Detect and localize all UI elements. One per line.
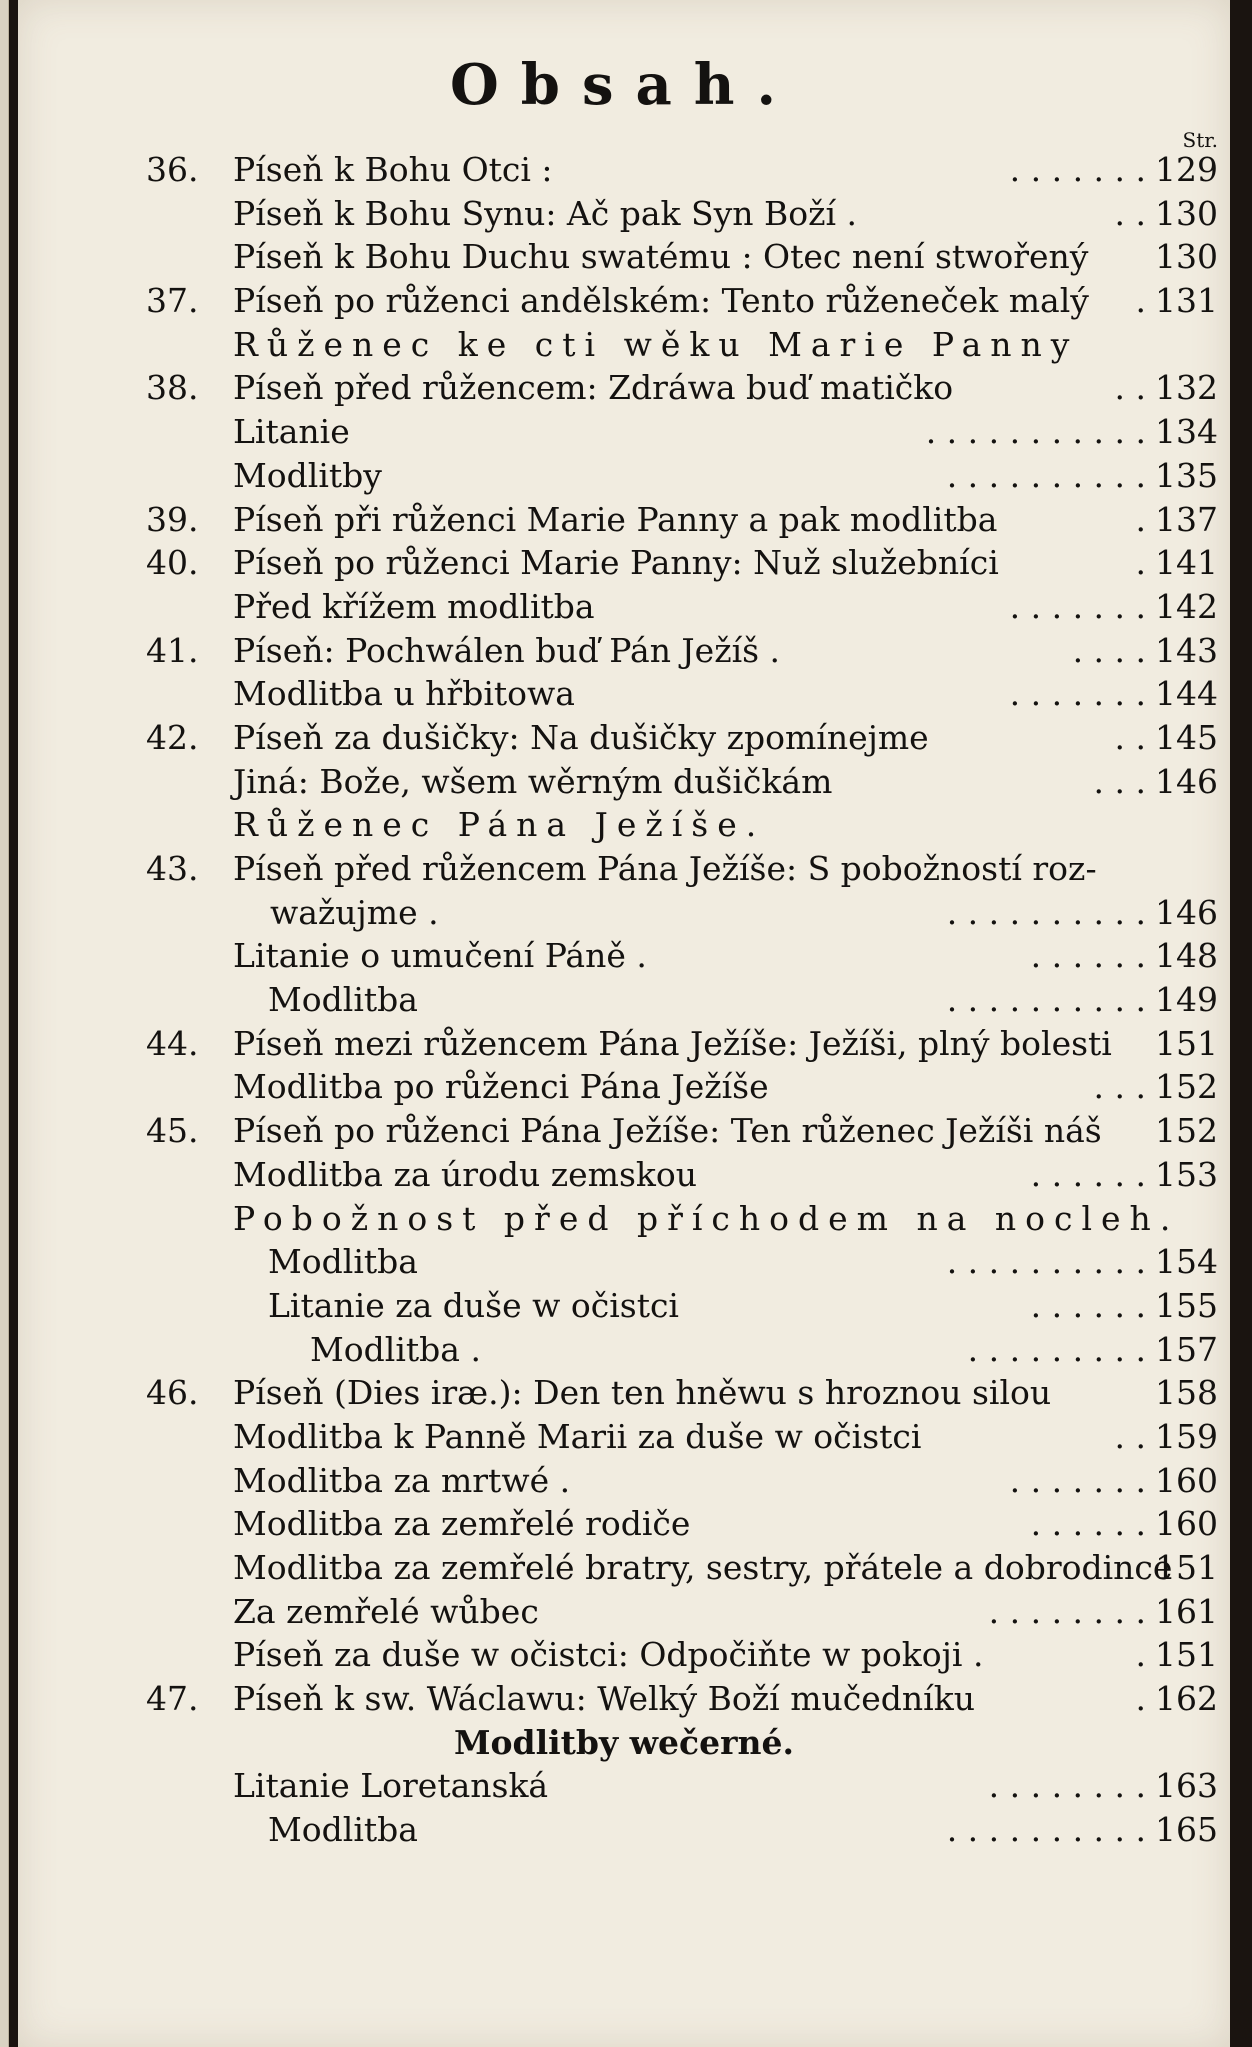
entry-page-number: 151 xyxy=(1155,1635,1218,1675)
toc-entry xyxy=(18,760,1230,804)
entry-title: Píseň k Bohu Synu: Ač pak Syn Boží . xyxy=(233,193,858,233)
entry-page-number: 144 xyxy=(1155,674,1218,714)
dot-leader: . . . . . . . . . xyxy=(967,1329,1146,1369)
entry-title: Píseň k Bohu Otci : xyxy=(233,150,553,189)
page-title: Obsah. xyxy=(450,52,798,118)
entry-number: 42. xyxy=(146,717,199,757)
dot-leader: . . . . . . . . . . xyxy=(946,980,1146,1020)
toc-entry xyxy=(18,1677,1230,1721)
entry-page-number: 132 xyxy=(1155,368,1218,408)
entry-page-number: 146 xyxy=(1155,761,1218,801)
dot-leader: . . . . . . . xyxy=(1009,674,1146,714)
entry-title: Modlitby wečerné. xyxy=(453,1722,795,1762)
entry-title: Píseň: Pochwálen buď Pán Ježíš . xyxy=(233,630,781,670)
toc-entry xyxy=(18,1371,1230,1415)
entry-title: Litanie za duše w očistci xyxy=(268,1285,679,1325)
dot-leader: . . . . . . . . . . xyxy=(946,1810,1146,1850)
toc-entry xyxy=(18,192,1230,236)
entry-page-number: 143 xyxy=(1155,630,1218,670)
dot-leader: . . xyxy=(1114,717,1146,757)
toc-entry xyxy=(18,672,1230,716)
dot-leader: . xyxy=(1135,1635,1146,1675)
dot-leader: . . . . . . . xyxy=(1009,586,1146,626)
page-spine xyxy=(0,0,9,2047)
entry-number: 40. xyxy=(146,543,199,583)
entry-title: Litanie o umučení Páně . xyxy=(233,936,647,976)
book-page xyxy=(18,0,1230,2047)
toc-entry xyxy=(18,934,1230,978)
entry-title: Píseň (Dies iræ.): Den ten hněwu s hroznou silou xyxy=(233,1373,1052,1413)
toc-entry xyxy=(18,1590,1230,1634)
toc-entry xyxy=(18,1109,1230,1153)
toc-entry xyxy=(18,1808,1230,1852)
toc-entry xyxy=(18,1022,1230,1066)
toc-entry xyxy=(18,1328,1230,1372)
toc-entry xyxy=(18,1240,1230,1284)
toc-entry xyxy=(18,235,1230,279)
entry-title: Za zemřelé wůbec xyxy=(233,1591,539,1631)
toc-entry xyxy=(18,454,1230,498)
toc-entry xyxy=(18,1065,1230,1109)
entry-number: 41. xyxy=(146,630,199,670)
toc-entry xyxy=(18,1415,1230,1459)
entry-page-number: 151 xyxy=(1155,1023,1218,1063)
dot-leader: . . . . . . xyxy=(1030,1504,1146,1544)
entry-title: Píseň po růženci Pána Ježíše: Ten růženec Ježíši náš xyxy=(233,1111,1102,1151)
entry-number: 45. xyxy=(146,1111,199,1151)
dot-leader: . . . . . . . xyxy=(1009,1460,1146,1500)
entry-page-number: 149 xyxy=(1155,980,1218,1020)
entry-number: 38. xyxy=(146,368,199,408)
dot-leader: . . xyxy=(1114,193,1146,233)
entry-page-number: 130 xyxy=(1155,193,1218,233)
entry-page-number: 152 xyxy=(1155,1111,1218,1151)
entry-title: Píseň po růženci Marie Panny: Nuž služebníci xyxy=(233,543,999,583)
entry-page-number: 153 xyxy=(1155,1154,1218,1194)
toc-entry xyxy=(18,1502,1230,1546)
entry-title: Růženec Pána Ježíše. xyxy=(233,805,766,845)
entry-page-number: 145 xyxy=(1155,717,1218,757)
dot-leader: . . . . . . . . . . xyxy=(946,1242,1146,1282)
entry-title: Píseň k Bohu Duchu swatému : Otec není stwořený xyxy=(233,237,1089,277)
entry-title: Růženec ke cti wěku Marie Panny xyxy=(233,324,1079,364)
entry-page-number: 142 xyxy=(1155,586,1218,626)
entry-number: 36. xyxy=(146,150,199,189)
entry-page-number: 155 xyxy=(1155,1285,1218,1325)
entry-page-number: 157 xyxy=(1155,1329,1218,1369)
entry-page-number: 152 xyxy=(1155,1067,1218,1107)
entry-title: Píseň při růženci Marie Panny a pak modlitba xyxy=(233,499,998,539)
entry-title: Modlitby xyxy=(233,455,382,495)
dot-leader: . . . . . . xyxy=(1030,1154,1146,1194)
entry-title: Píseň před růžencem Pána Ježíše: S pobožností roz- xyxy=(233,849,1097,888)
entry-title: Modlitba po růženci Pána Ježíše xyxy=(233,1067,769,1107)
entry-page-number: 160 xyxy=(1155,1504,1218,1544)
entry-title: wažujme . xyxy=(270,892,439,932)
dot-leader: . . . . . . . . xyxy=(988,1591,1146,1631)
entry-title: Píseň za dušičky: Na dušičky zpomínejme xyxy=(233,717,929,757)
table-of-contents xyxy=(18,148,1230,1852)
entry-page-number: 161 xyxy=(1155,1591,1218,1631)
toc-entry xyxy=(18,148,1230,192)
entry-title: Modlitba za zemřelé bratry, sestry, přátele a dobrodince xyxy=(233,1548,1173,1587)
dot-leader: . . . . xyxy=(1072,630,1146,670)
toc-entry xyxy=(18,978,1230,1022)
toc-entry xyxy=(18,716,1230,760)
entry-page-number: 131 xyxy=(1155,281,1218,321)
entry-page-number: 134 xyxy=(1155,412,1218,452)
toc-entry xyxy=(18,1459,1230,1503)
entry-number: 46. xyxy=(146,1373,199,1413)
toc-entry xyxy=(18,1153,1230,1197)
toc-entry xyxy=(18,323,1230,367)
entry-number: 47. xyxy=(146,1679,199,1719)
dot-leader: . . . . . . . . xyxy=(988,1766,1146,1806)
entry-number: 39. xyxy=(146,499,199,539)
entry-page-number: 151 xyxy=(1155,1548,1218,1587)
toc-entry xyxy=(18,847,1230,891)
entry-page-number: 163 xyxy=(1155,1766,1218,1806)
entry-page-number: 165 xyxy=(1155,1810,1218,1850)
entry-page-number: 137 xyxy=(1155,499,1218,539)
dot-leader: . . . . . . . . . . xyxy=(946,892,1146,932)
entry-page-number: 141 xyxy=(1155,543,1218,583)
dot-leader: . . . . . . . . . . . xyxy=(925,412,1146,452)
toc-entry xyxy=(18,891,1230,935)
entry-number: 37. xyxy=(146,281,199,321)
entry-title: Píseň za duše w očistci: Odpočiňte w pokoji . xyxy=(233,1635,984,1675)
entry-title: Litanie xyxy=(233,412,350,452)
entry-title: Modlitba za mrtwé . xyxy=(233,1460,571,1500)
entry-number: 43. xyxy=(146,849,199,888)
toc-entry xyxy=(18,629,1230,673)
entry-title: Jiná: Bože, wšem wěrným dušičkám xyxy=(233,761,833,801)
toc-entry xyxy=(18,1764,1230,1808)
toc-entry xyxy=(18,585,1230,629)
toc-entry xyxy=(18,1633,1230,1677)
toc-entry xyxy=(18,1546,1230,1590)
entry-title: Modlitba . xyxy=(310,1329,481,1369)
dot-leader: . xyxy=(1135,499,1146,539)
entry-page-number: 154 xyxy=(1155,1242,1218,1282)
dot-leader: . . . . . . xyxy=(1030,1285,1146,1325)
dot-leader: . . xyxy=(1114,1416,1146,1456)
dot-leader: . . xyxy=(1114,368,1146,408)
entry-title: Píseň mezi růžencem Pána Ježíše: Ježíši, plný bolesti xyxy=(233,1023,1112,1063)
entry-title: Modlitba xyxy=(268,1242,418,1282)
entry-title: Litanie Loretanská xyxy=(233,1766,549,1806)
entry-page-number: 160 xyxy=(1155,1460,1218,1500)
entry-title: Modlitba xyxy=(268,980,418,1020)
toc-entry xyxy=(18,498,1230,542)
dot-leader: . xyxy=(1135,1679,1146,1719)
entry-title: Píseň k sw. Wáclawu: Welký Boží mučedníku xyxy=(233,1679,975,1719)
toc-section-heading xyxy=(18,1721,1230,1765)
toc-entry xyxy=(18,410,1230,454)
entry-title: Píseň před růžencem: Zdráwa buď matičko xyxy=(233,368,954,408)
dot-leader: . xyxy=(1135,543,1146,583)
toc-entry xyxy=(18,541,1230,585)
entry-page-number: 129 xyxy=(1155,150,1218,189)
dot-leader: . . . . . . . . . . xyxy=(946,455,1146,495)
page-column-label: Str. xyxy=(1182,128,1218,152)
entry-title: Před křížem modlitba xyxy=(233,586,595,626)
dot-leader: . . . xyxy=(1093,761,1146,801)
entry-title: Píseň po růženci andělském: Tento růženeček malý xyxy=(233,281,1089,321)
entry-title: Modlitba xyxy=(268,1810,418,1850)
entry-page-number: 135 xyxy=(1155,455,1218,495)
entry-title: Modlitba za zemřelé rodiče xyxy=(233,1504,691,1544)
entry-page-number: 162 xyxy=(1155,1679,1218,1719)
dot-leader: . . . . . . . xyxy=(1009,150,1146,189)
toc-entry xyxy=(18,279,1230,323)
entry-title: Modlitba za úrodu zemskou xyxy=(233,1154,698,1194)
entry-page-number: 158 xyxy=(1155,1373,1218,1413)
toc-entry xyxy=(18,1284,1230,1328)
toc-entry xyxy=(18,366,1230,410)
entry-number: 44. xyxy=(146,1023,199,1063)
dot-leader: . . . xyxy=(1093,1067,1146,1107)
entry-title: Pobožnost před příchodem na nocleh. xyxy=(233,1198,1180,1238)
entry-title: Modlitba u hřbitowa xyxy=(233,674,575,714)
entry-page-number: 146 xyxy=(1155,892,1218,932)
entry-page-number: 148 xyxy=(1155,936,1218,976)
dot-leader: . . . . . . xyxy=(1030,936,1146,976)
entry-page-number: 130 xyxy=(1155,237,1218,277)
toc-entry xyxy=(18,803,1230,847)
toc-entry xyxy=(18,1197,1230,1241)
entry-page-number: 159 xyxy=(1155,1416,1218,1456)
entry-title: Modlitba k Panně Marii za duše w očistci xyxy=(233,1416,922,1456)
dot-leader: . xyxy=(1135,281,1146,321)
